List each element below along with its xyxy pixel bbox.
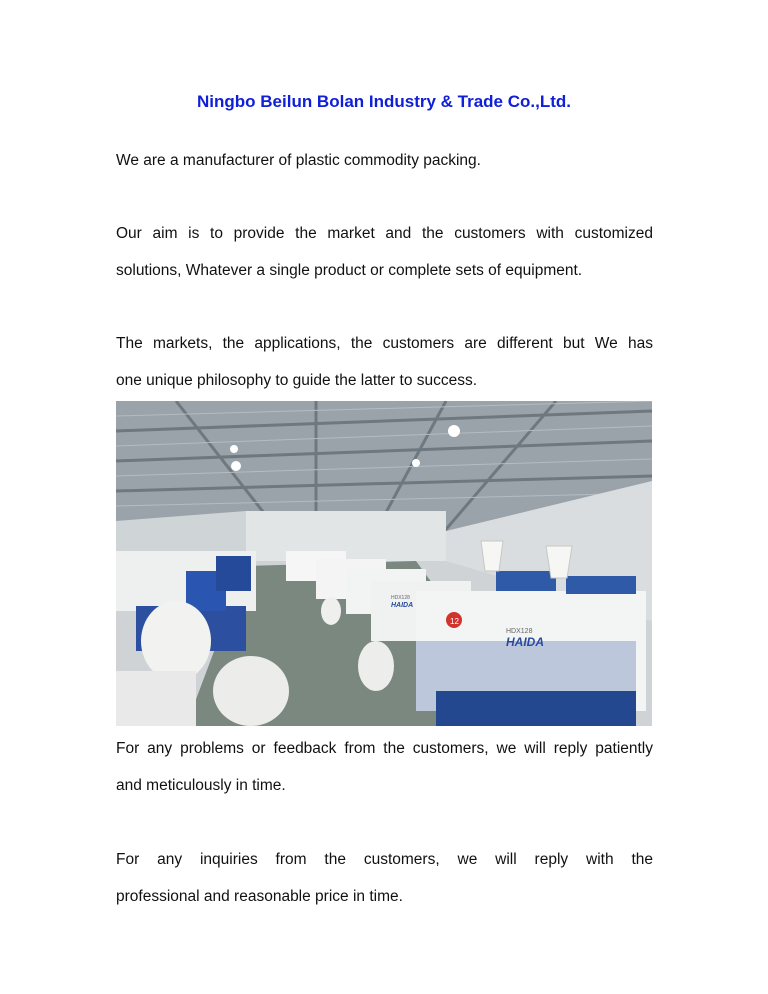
paragraph-line: solutions, Whatever a single product or complete sets of equipment.: [116, 262, 583, 279]
photo-machine-brand: HAIDA: [506, 635, 544, 649]
paragraph-philosophy: [116, 325, 653, 399]
paragraph-line: We are a manufacturer of plastic commodity packing.: [116, 152, 481, 169]
photo-machine-brand: HAIDA: [391, 602, 414, 609]
photo-machine-label: HDX128: [506, 628, 533, 635]
paragraph-line: one unique philosophy to guide the latter to success.: [116, 372, 478, 389]
paragraph-line: professional and reasonable price in time.: [116, 888, 403, 905]
photo-machine-number: 12: [450, 617, 459, 626]
factory-photo: [116, 401, 652, 726]
paragraph-inquiries: [116, 841, 653, 915]
paragraph-line: For any problems or feedback from the customers, we will reply patiently: [116, 740, 653, 757]
paragraph-intro: [116, 142, 653, 179]
paragraph-aim: [116, 215, 653, 289]
paragraph-line: and meticulously in time.: [116, 777, 286, 794]
paragraph-line: For any inquiries from the customers, we will reply with the: [116, 851, 653, 868]
photo-machine-label: HDX128: [391, 595, 410, 601]
company-title: Ningbo Beilun Bolan Industry & Trade Co.,Ltd.: [197, 92, 571, 111]
paragraph-line: Our aim is to provide the market and the customers with customized: [116, 225, 653, 242]
paragraph-feedback: [116, 730, 653, 804]
paragraph-line: The markets, the applications, the customers are different but We has: [116, 335, 653, 352]
